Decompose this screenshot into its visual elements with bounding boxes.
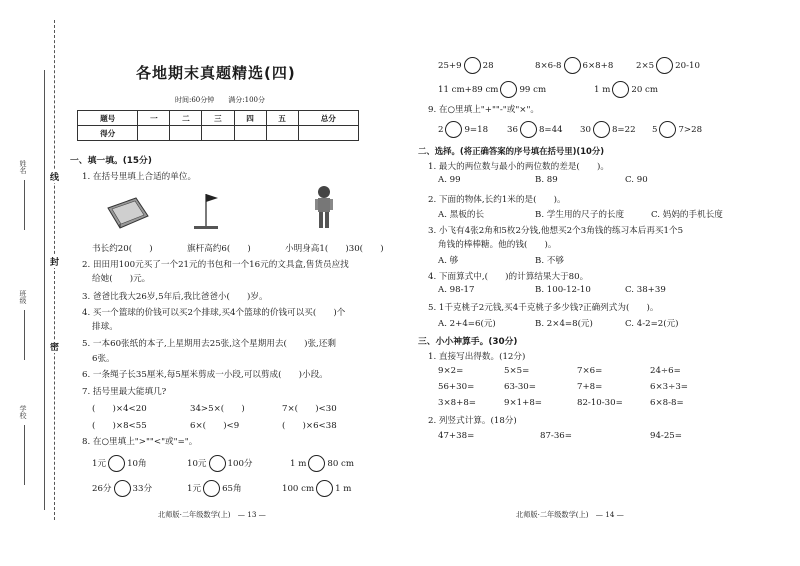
choice-option: B. 不够 [535, 256, 564, 266]
oral-calc-item: 7×6= [577, 366, 603, 376]
top-compare-item: 1 m 20 cm [594, 81, 658, 98]
score-header-cell: 二 [170, 111, 202, 126]
q8-item: 10元 100分 [187, 455, 253, 472]
right-footer: 北师版·二年级数学(上) — 14 — [516, 510, 624, 519]
question-2-cont: 给她( )元。 [92, 274, 151, 284]
compare-circle[interactable] [464, 57, 481, 74]
choice-option: C. 妈妈的手机长度 [651, 210, 723, 220]
choice-option: A. 98-17 [438, 285, 475, 295]
oral-calc-title: 1. 直接写出得数。(12分) [428, 352, 526, 362]
oral-calc-item: 5×5= [504, 366, 530, 376]
top-compare-item: 2×5 20-10 [636, 57, 700, 74]
boy-illustration [312, 184, 336, 234]
score-header-cell: 四 [234, 111, 266, 126]
compare-circle[interactable] [564, 57, 581, 74]
vertical-calc-title: 2. 列竖式计算。(18分) [428, 416, 517, 426]
compare-circle[interactable] [656, 57, 673, 74]
score-cell[interactable] [234, 126, 266, 141]
question-7: 7. 括号里最大能填几? [82, 387, 167, 397]
binding-mark-feng: 封 [50, 255, 59, 268]
score-table [77, 110, 359, 141]
score-cell[interactable] [138, 126, 170, 141]
oral-calc-item: 9×1+8= [504, 398, 543, 408]
class-label: 班级 [19, 290, 27, 304]
choice-option: C. 90 [625, 175, 648, 185]
top-compare-item: 25+9 28 [438, 57, 494, 74]
flagpole-illustration [188, 190, 226, 232]
q8-item: 1 m 80 cm [290, 455, 354, 472]
name-field-line [24, 180, 25, 230]
section3-title: 三、小小神算手。(30分) [418, 337, 518, 347]
operator-circle[interactable] [520, 121, 537, 138]
q1-item-book: 书长约20( ) [92, 244, 153, 254]
q7-item: 34>5×( ) [190, 404, 245, 414]
question-4-cont: 排球。 [92, 322, 118, 332]
vertical-calc-item: 87-36= [540, 431, 572, 441]
oral-calc-item: 6×8-8= [650, 398, 684, 408]
operator-circle[interactable] [659, 121, 676, 138]
question-4: 4. 买一个篮球的价钱可以买2个排球,买4个篮球的价钱可以买( )个 [82, 308, 346, 318]
book-illustration [104, 196, 150, 230]
q8-item: 100 cm 1 m [282, 480, 351, 497]
choice-option: B. 100-12-10 [535, 285, 591, 295]
binding-solid-line [44, 70, 45, 510]
score-cell[interactable] [266, 126, 298, 141]
vertical-calc-item: 94-25= [650, 431, 682, 441]
oral-calc-item: 82-10-30= [577, 398, 623, 408]
oral-calc-item: 9×2= [438, 366, 464, 376]
q7-item: ( )×6<38 [282, 421, 337, 431]
choice-option: B. 学生用的尺子的长度 [535, 210, 625, 220]
top-compare-item: 11 cm+89 cm 99 cm [438, 81, 546, 98]
question-1: 1. 在括号里填上合适的单位。 [82, 172, 197, 182]
question-9: 9. 在○里填上"+""-"或"×"。 [428, 105, 540, 115]
choice-option: B. 89 [535, 175, 558, 185]
q1-item-flagpole: 旗杆高约6( ) [187, 244, 251, 254]
choice-question: 3. 小飞有4张2角和5枚2分钱,他想买2个3角钱的练习本后再买1个5 [428, 226, 684, 236]
choice-option: C. 38+39 [625, 285, 666, 295]
top-compare-item: 8×6-8 6×8+8 [535, 57, 613, 74]
score-row-label: 得分 [78, 126, 138, 141]
exam-info: 时间:60分钟 满分:100分 [175, 96, 265, 104]
score-cell[interactable] [202, 126, 234, 141]
question-2: 2. 田田用100元买了一个21元的书包和一个16元的文具盒,售货员应找 [82, 260, 349, 270]
choice-question: 4. 下面算式中,( )的计算结果大于80。 [428, 272, 589, 282]
left-footer: 北师版·二年级数学(上) — 13 — [158, 510, 266, 519]
q8-item: 26分 33分 [92, 480, 152, 497]
question-5-cont: 6张。 [92, 354, 115, 364]
choice-question: 1. 最大的两位数与最小的两位数的差是( )。 [428, 162, 609, 172]
school-label: 学校 [19, 405, 27, 419]
question-3: 3. 爸爸比我大26岁,5年后,我比爸爸小( )岁。 [82, 292, 268, 302]
class-field-line [24, 310, 25, 360]
choice-option: A. 够 [438, 256, 459, 266]
operator-circle[interactable] [593, 121, 610, 138]
oral-calc-item: 63-30= [504, 382, 536, 392]
compare-circle[interactable] [203, 480, 220, 497]
score-header-cell: 三 [202, 111, 234, 126]
choice-question-cont: 角钱的棒棒糖。他的钱( )。 [438, 240, 557, 250]
score-header-cell: 五 [266, 111, 298, 126]
name-label: 姓名 [19, 160, 27, 174]
binding-dashed-line [54, 20, 55, 520]
oral-calc-item: 6×3÷3= [650, 382, 689, 392]
compare-circle[interactable] [500, 81, 517, 98]
q1-item-height: 小明身高1( )30( ) [285, 244, 384, 254]
q9-item: 30 8=22 [580, 121, 636, 138]
choice-option: C. 4-2=2(元) [625, 319, 679, 329]
oral-calc-item: 24÷6= [650, 366, 681, 376]
score-cell[interactable] [298, 126, 358, 141]
compare-circle[interactable] [114, 480, 131, 497]
compare-circle[interactable] [108, 455, 125, 472]
vertical-calc-item: 47+38= [438, 431, 475, 441]
section1-title: 一、填一填。(15分) [70, 156, 152, 166]
q9-item: 2 9=18 [438, 121, 488, 138]
question-6: 6. 一条绳子长35厘米,每5厘米剪成一小段,可以剪成( )小段。 [82, 370, 328, 380]
score-cell[interactable] [170, 126, 202, 141]
compare-circle[interactable] [612, 81, 629, 98]
q8-item: 1元 65角 [187, 480, 242, 497]
choice-option: A. 2+4=6(元) [438, 319, 496, 329]
q7-item: ( )×8<55 [92, 421, 147, 431]
q9-item: 5 7>28 [652, 121, 702, 138]
page-title: 各地期末真题精选(四) [136, 64, 296, 82]
choice-option: A. 99 [438, 175, 461, 185]
compare-circle[interactable] [209, 455, 226, 472]
compare-circle[interactable] [316, 480, 333, 497]
compare-circle[interactable] [308, 455, 325, 472]
choice-option: A. 黑板的长 [438, 210, 485, 220]
binding-mark-xian: 线 [50, 170, 59, 183]
question-8: 8. 在○里填上">""<"或"="。 [82, 437, 198, 447]
oral-calc-item: 7+8= [577, 382, 603, 392]
oral-calc-item: 56+30= [438, 382, 475, 392]
q8-item: 1元 10角 [92, 455, 147, 472]
question-5: 5. 一本60张纸的本子,上星期用去25张,这个星期用去( )张,还剩 [82, 339, 336, 349]
choice-question: 2. 下面的物体,长约1米的是( )。 [428, 195, 566, 205]
operator-circle[interactable] [445, 121, 462, 138]
school-field-line [24, 425, 25, 485]
binding-mark-mi: 密 [50, 340, 59, 353]
score-header-cell: 总分 [298, 111, 358, 126]
choice-question: 5. 1千克桃子2元钱,买4千克桃子多少钱?正确列式为( )。 [428, 303, 659, 313]
score-header-cell: 一 [138, 111, 170, 126]
score-header-cell: 题号 [78, 111, 138, 126]
q7-item: ( )×4<20 [92, 404, 147, 414]
choice-option: B. 2×4=8(元) [535, 319, 593, 329]
section2-title: 二、选择。(将正确答案的序号填在括号里)(10分) [418, 146, 605, 156]
q7-item: 6×( )<9 [190, 421, 240, 431]
oral-calc-item: 3×8+8= [438, 398, 477, 408]
q9-item: 36 8=44 [507, 121, 563, 138]
q7-item: 7×( )<30 [282, 404, 337, 414]
